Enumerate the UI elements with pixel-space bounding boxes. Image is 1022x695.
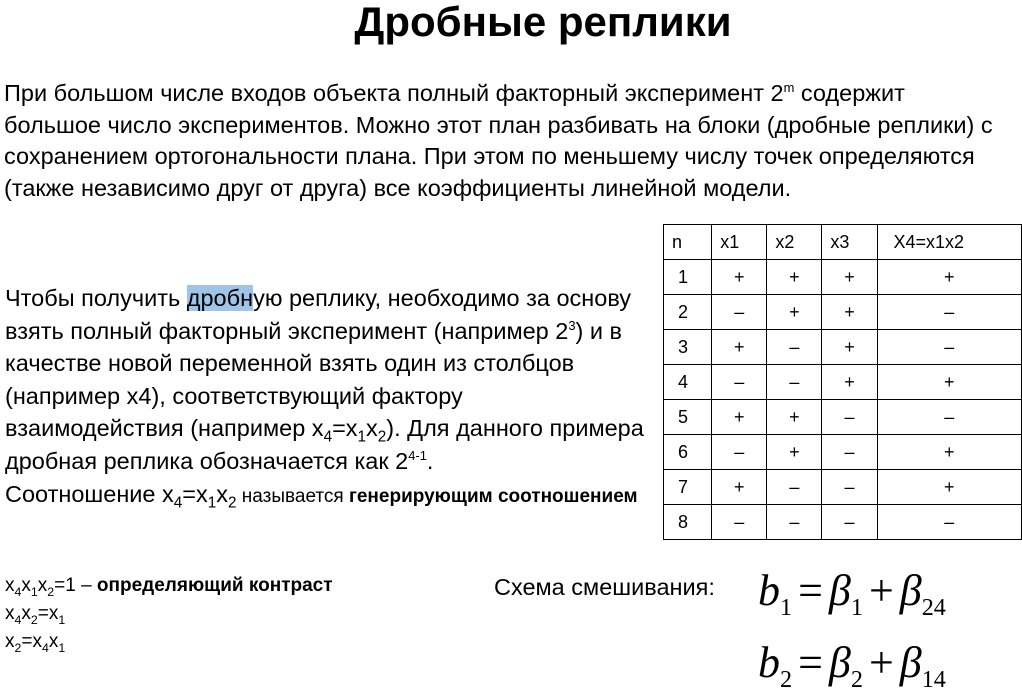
mixing-formula-1: $b_1 = \beta_1 + \beta_{24}$ bbox=[758, 566, 946, 621]
table-cell: – bbox=[712, 365, 767, 400]
column-header: n bbox=[664, 225, 712, 260]
table-cell: + bbox=[767, 400, 822, 435]
table-row bbox=[664, 330, 1022, 365]
selected-text: дробн bbox=[186, 285, 254, 311]
table-cell: – bbox=[767, 365, 822, 400]
column-header: x2 bbox=[767, 225, 822, 260]
table-cell: 2 bbox=[664, 295, 712, 330]
table-cell: + bbox=[767, 295, 822, 330]
table-header-row bbox=[664, 225, 1022, 260]
table-cell: – bbox=[822, 400, 877, 435]
table-cell: – bbox=[877, 505, 1021, 540]
design-matrix-table bbox=[663, 224, 1022, 540]
table-cell: – bbox=[877, 400, 1021, 435]
table-cell: – bbox=[822, 435, 877, 470]
table-cell: + bbox=[877, 435, 1021, 470]
mixing-formula-2: $b_2 = \beta_2 + \beta_{14}$ bbox=[758, 638, 946, 693]
table-cell: – bbox=[712, 295, 767, 330]
table-row bbox=[664, 365, 1022, 400]
defining-contrast-list bbox=[5, 572, 333, 656]
table-cell: 3 bbox=[664, 330, 712, 365]
contrast-line: $x_4x_2=x_1$ bbox=[5, 603, 66, 627]
table-cell: + bbox=[877, 470, 1021, 505]
contrast-line: $x_2=x_4x_1$ bbox=[5, 631, 66, 655]
table-cell: – bbox=[822, 470, 877, 505]
mixing-scheme-label: Схема смешивания: bbox=[494, 574, 715, 600]
table-cell: – bbox=[712, 505, 767, 540]
table-row bbox=[664, 435, 1022, 470]
contrast-line: $x_4x_1x_2=1$ – определяющий контраст bbox=[5, 575, 333, 599]
table-cell: – bbox=[767, 470, 822, 505]
table-cell: + bbox=[712, 400, 767, 435]
table-row bbox=[664, 295, 1022, 330]
column-header: X4=x1x2 bbox=[877, 225, 1021, 260]
table-cell: 5 bbox=[664, 400, 712, 435]
column-header: x3 bbox=[822, 225, 877, 260]
table-cell: 6 bbox=[664, 435, 712, 470]
generating-relation: Соотношение $x_4=x_1x_2$ называется генерирующим соотношением bbox=[5, 480, 638, 512]
table-row bbox=[664, 400, 1022, 435]
table-cell: 1 bbox=[664, 260, 712, 295]
table-cell: + bbox=[822, 295, 877, 330]
table-cell: + bbox=[822, 260, 877, 295]
table-cell: + bbox=[712, 470, 767, 505]
replica-paragraph: Чтобы получить дробную реплику, необходимо за основу взять полный факторный эксперимент (например $2^3$) и в качестве новой переменной взять один из столбцов (например x4), соответствующий фактору взаимодействия (например $x_4=x_1x_2$). Для данного примера дробная реплика обозначается как 2$^{4-1}$. Соотношение $x_4=x_1x_2$ называется генерирующим соотношением bbox=[5, 285, 644, 512]
table-cell: + bbox=[767, 435, 822, 470]
table-cell: + bbox=[877, 365, 1021, 400]
table-cell: + bbox=[712, 260, 767, 295]
table-cell: + bbox=[767, 260, 822, 295]
page-title: Дробные реплики bbox=[354, 0, 732, 45]
table-cell: + bbox=[712, 330, 767, 365]
table-row bbox=[664, 470, 1022, 505]
table-cell: – bbox=[712, 435, 767, 470]
table-cell: – bbox=[877, 295, 1021, 330]
table-cell: 7 bbox=[664, 470, 712, 505]
table-cell: – bbox=[767, 330, 822, 365]
table-cell: 8 bbox=[664, 505, 712, 540]
column-header: x1 bbox=[712, 225, 767, 260]
table-cell: + bbox=[822, 330, 877, 365]
table-cell: + bbox=[877, 260, 1021, 295]
table-row bbox=[664, 505, 1022, 540]
table-cell: 4 bbox=[664, 365, 712, 400]
table-cell: – bbox=[822, 505, 877, 540]
table-cell: – bbox=[767, 505, 822, 540]
intro-paragraph: При большом числе входов объекта полный факторный эксперимент 2$^m$ содержит большое число экспериментов. Можно этот план разбивать на блоки (дробные реплики) с сохранением ортогональности плана. При этом по меньшему числу точек определяются (также независимо друг от друга) все коэффициенты линейной модели. bbox=[4, 80, 993, 201]
table-row bbox=[664, 260, 1022, 295]
table-cell: – bbox=[877, 330, 1021, 365]
table-cell: + bbox=[822, 365, 877, 400]
